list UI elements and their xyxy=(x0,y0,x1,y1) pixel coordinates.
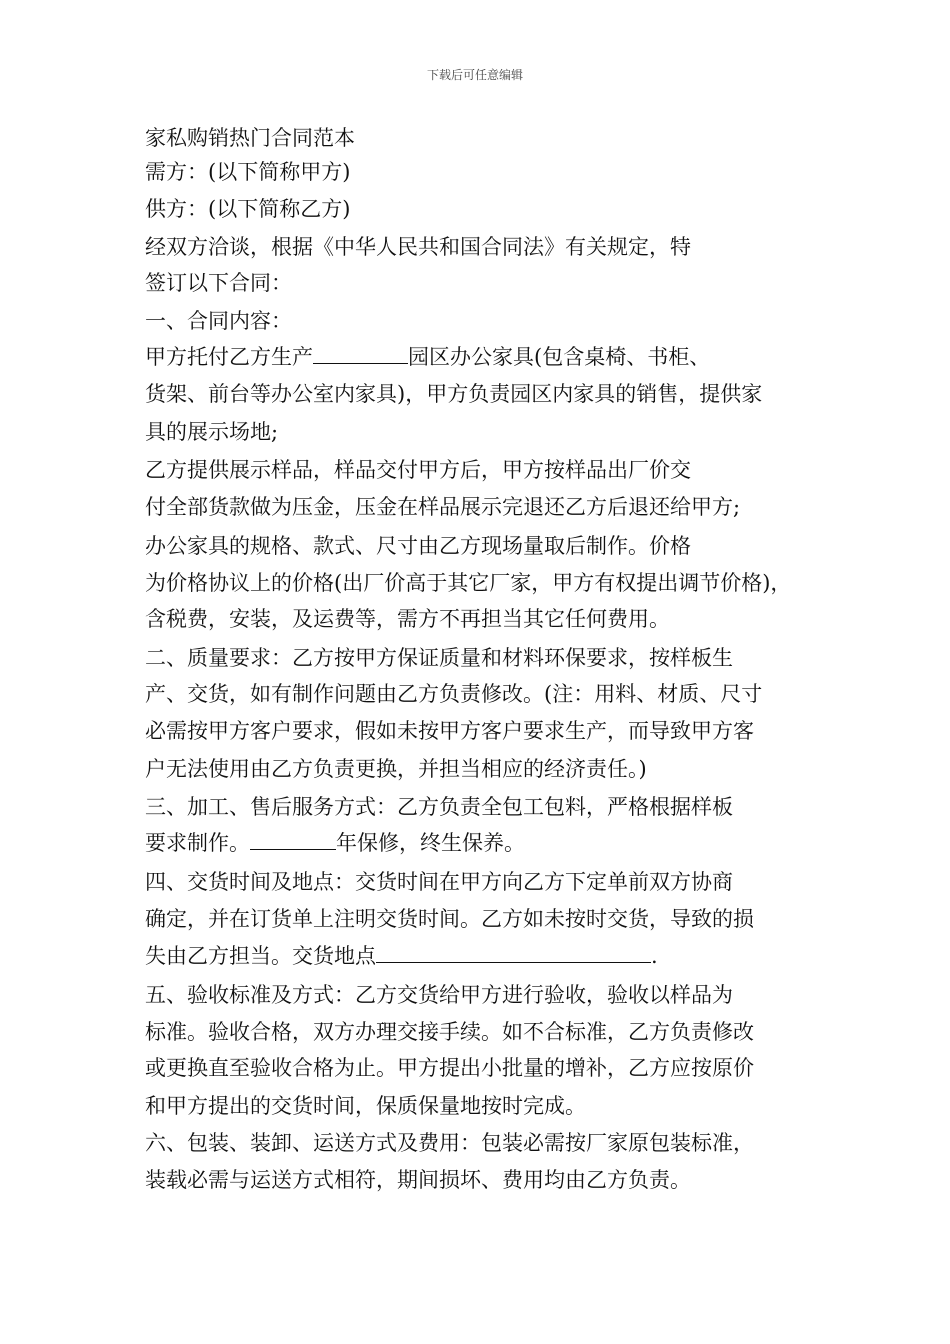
text-line xyxy=(145,942,658,970)
line-text: 乙方提供展示样品，样品交付甲方后，甲方按样品出厂价交 xyxy=(145,458,691,482)
text-line xyxy=(145,1054,754,1082)
line-text: 六、包装、装卸、运送方式及费用：包装必需按厂家原包装标准， xyxy=(145,1131,754,1155)
line-text: 一、合同内容： xyxy=(145,309,292,333)
line-text: 确定，并在订货单上注明交货时间。乙方如未按时交货，导致的损 xyxy=(145,907,754,931)
text-line xyxy=(145,605,670,633)
text-line xyxy=(145,233,691,261)
line-text: . xyxy=(651,944,658,968)
text-line xyxy=(145,493,740,521)
line-text: 办公家具的规格、款式、尺寸由乙方现场量取后制作。价格 xyxy=(145,534,691,558)
text-line xyxy=(145,680,762,708)
line-text: 必需按甲方客户要求，假如未按甲方客户要求生产，而导致甲方客 xyxy=(145,719,754,743)
line-text: 甲方托付乙方生产 xyxy=(145,345,313,369)
line-text: 和甲方提出的交货时间，保质保量地按时完成。 xyxy=(145,1094,586,1118)
text-line xyxy=(145,158,350,186)
text-line xyxy=(145,569,791,597)
text-line xyxy=(145,343,710,371)
section-heading xyxy=(145,793,733,821)
line-text: 户无法使用由乙方负责更换，并担当相应的经济责任。) xyxy=(145,757,647,781)
line-text: 要求制作。 xyxy=(145,831,250,855)
text-line xyxy=(145,905,754,933)
section-heading xyxy=(145,1129,754,1157)
text-line xyxy=(145,829,525,857)
line-text: 签订以下合同： xyxy=(145,271,292,295)
line-text: 装载必需与运送方式相符，期间损坏、费用均由乙方负责。 xyxy=(145,1168,691,1192)
section-heading xyxy=(145,868,733,896)
line-text: 为价格协议上的价格(出厂价高于其它厂家，甲方有权提出调节价格)， xyxy=(145,571,792,595)
title-text: 家私购销热门合同范本 xyxy=(145,126,355,150)
header-note: 下载后可任意编辑 xyxy=(426,68,523,82)
line-text: 四、交货时间及地点：交货时间在甲方向乙方下定单前双方协商 xyxy=(145,870,733,894)
line-text: 失由乙方担当。交货地点 xyxy=(145,944,376,968)
text-line xyxy=(145,1166,691,1194)
line-text: 需方：(以下简称甲方) xyxy=(145,160,351,184)
document-title xyxy=(145,124,355,152)
line-text: 经双方洽谈，根据《中华人民共和国合同法》有关规定，特 xyxy=(145,235,691,259)
line-text: 三、加工、售后服务方式：乙方负责全包工包料，严格根据样板 xyxy=(145,795,733,819)
text-line xyxy=(145,717,754,745)
line-text: 五、验收标准及方式：乙方交货给甲方进行验收，验收以样品为 xyxy=(145,983,733,1007)
section-heading xyxy=(145,644,733,672)
line-text: 年保修，终生保养。 xyxy=(336,831,525,855)
text-line xyxy=(145,195,350,223)
line-text: 产、交货，如有制作问题由乙方负责修改。(注：用料、材质、尺寸 xyxy=(145,682,763,706)
blank-product-field xyxy=(313,343,408,364)
text-line xyxy=(145,755,647,783)
blank-warranty-years-field xyxy=(250,829,336,850)
line-text: 付全部货款做为压金，压金在样品展示完退还乙方后退还给甲方; xyxy=(145,495,741,519)
line-text: 供方：(以下简称乙方) xyxy=(145,197,351,221)
text-line xyxy=(145,1018,754,1046)
section-heading xyxy=(145,981,733,1009)
line-text: 标准。验收合格，双方办理交接手续。如不合标准，乙方负责修改 xyxy=(145,1020,754,1044)
line-text: 具的展示场地; xyxy=(145,420,279,444)
text-line xyxy=(145,1092,586,1120)
blank-delivery-location-field xyxy=(376,942,651,963)
line-text: 货架、前台等办公室内家具)，甲方负责园区内家具的销售，提供家 xyxy=(145,382,763,406)
text-line xyxy=(145,456,691,484)
line-text: 或更换直至验收合格为止。甲方提出小批量的增补，乙方应按原价 xyxy=(145,1056,754,1080)
text-line xyxy=(145,418,278,446)
line-text: 园区办公家具(包含桌椅、书柜、 xyxy=(408,345,711,369)
text-line xyxy=(145,380,762,408)
section-heading xyxy=(145,307,292,335)
line-text: 二、质量要求：乙方按甲方保证质量和材料环保要求，按样板生 xyxy=(145,646,733,670)
line-text: 含税费，安装，及运费等，需方不再担当其它任何费用。 xyxy=(145,607,670,631)
text-line xyxy=(145,532,691,560)
text-line xyxy=(145,269,292,297)
